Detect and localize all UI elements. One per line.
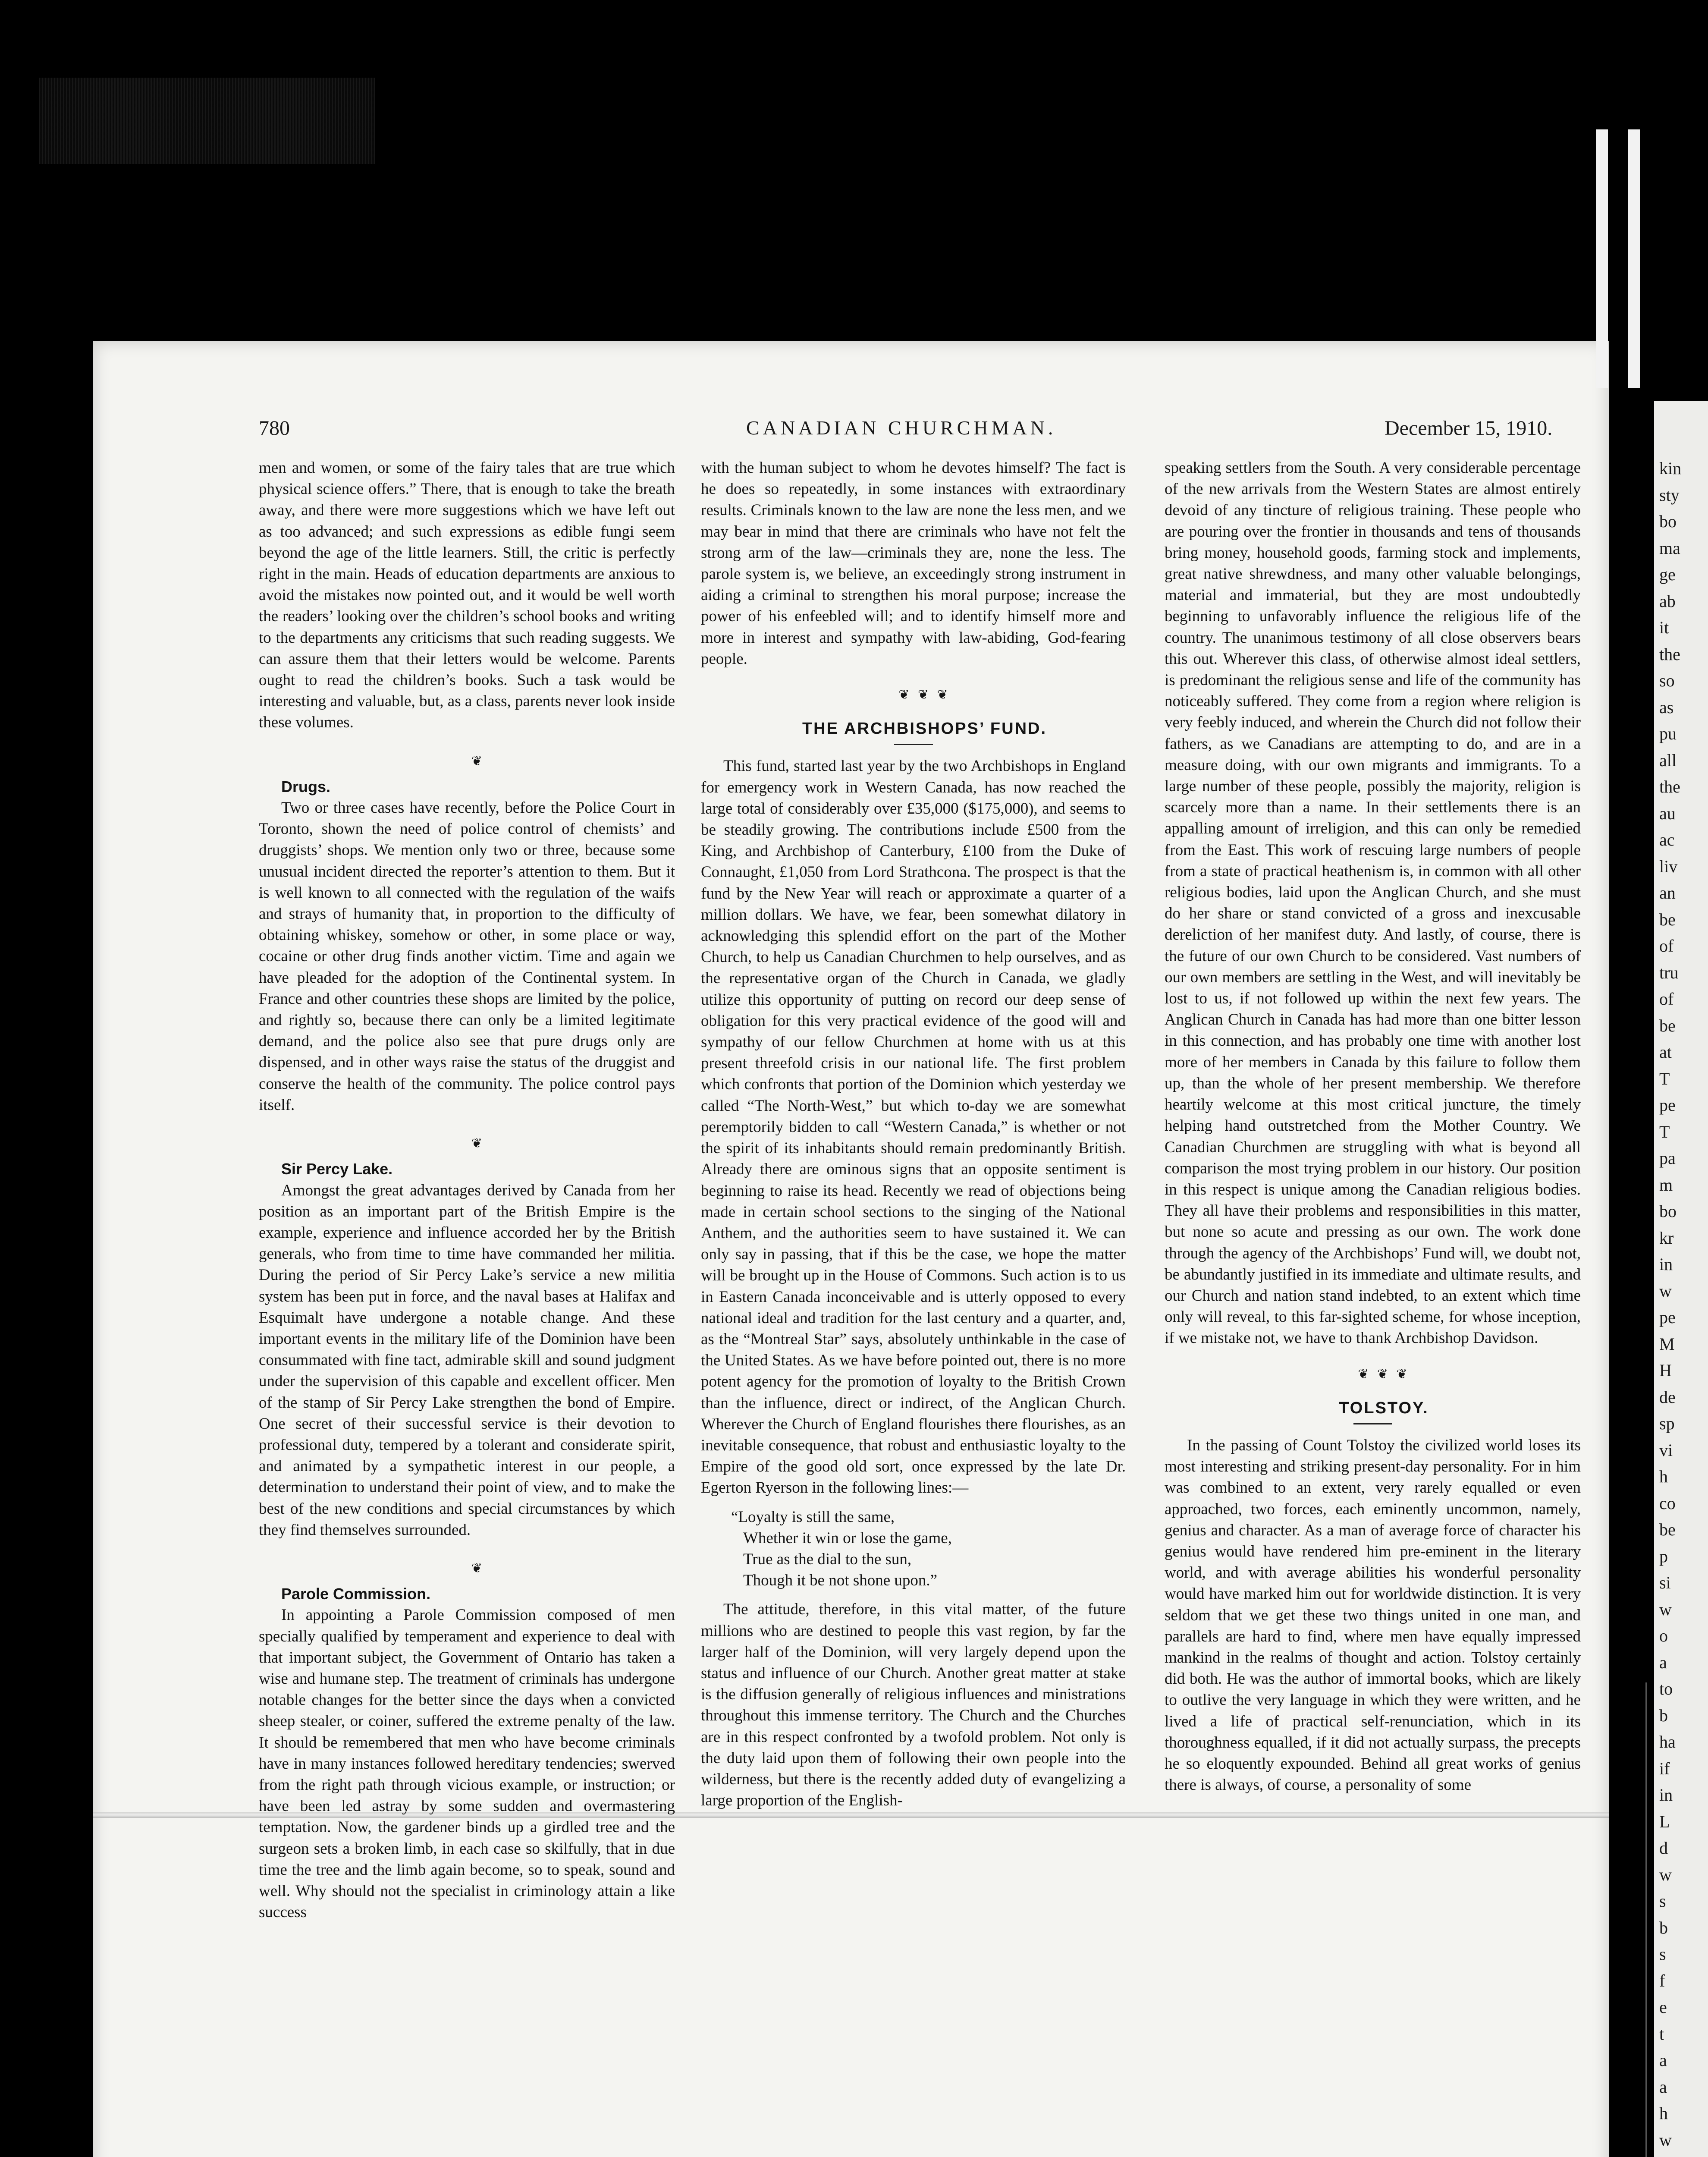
adjacent-page-fragment-line: s — [1659, 1944, 1666, 1964]
adjacent-page-fragment-line: H — [1659, 1361, 1672, 1380]
adjacent-page-fragment-line: m — [1659, 1175, 1673, 1195]
poem-line: True as the dial to the sun, — [743, 1550, 912, 1568]
adjacent-page-fragment-line: liv — [1659, 856, 1678, 876]
adjacent-page-fragment-line: w — [1659, 1281, 1672, 1301]
issue-date: December 15, 1910. — [1385, 417, 1553, 440]
adjacent-page-fragment-line: to — [1659, 1679, 1673, 1698]
adjacent-page-fragment-line: so — [1659, 671, 1675, 690]
adjacent-page-fragment-line: o — [1659, 1626, 1668, 1645]
ornament-triple: ❦ ❦ ❦ — [898, 688, 951, 702]
scan-edge-strip — [1596, 129, 1608, 388]
adjacent-page-fragment-line: the — [1659, 777, 1680, 796]
adjacent-page-fragment-line: ge — [1659, 565, 1676, 584]
ornament: ❦ — [471, 1561, 485, 1575]
archbishops-fund-heading: THE ARCHBISHOPS’ FUND. — [802, 720, 1047, 738]
adjacent-page-fragment-line: sty — [1659, 485, 1680, 505]
adjacent-page-fragment-line: sp — [1659, 1414, 1675, 1433]
page-header — [259, 416, 1617, 446]
adjacent-page-fragment-line: b — [1659, 1705, 1668, 1725]
page-number: 780 — [259, 417, 290, 440]
adjacent-page-fragment-line: at — [1659, 1042, 1672, 1062]
poem-line: Whether it win or lose the game, — [743, 1529, 952, 1547]
adjacent-page-fragment-line: kr — [1659, 1228, 1674, 1248]
adjacent-page-fragment-line: all — [1659, 750, 1677, 770]
continued-paragraph: men and women, or some of the fairy tales that are true which physical science offers.” There, that is enough to take the breath away, and there were more suggestions which we have left out as too advanced; and such expressions as edible fungi seem beyond the age of the little learners. Still, the critic is perfectly right in the main. Heads of education departments are anxious to avoid the mistakes now pointed out, and it would be well worth the readers’ looking over the children’s school books and writing to the departments any criticisms that such reading suggests. We can assure them that their letters would be welcome. Parents ought to read the children’s books. Such a task would be interesting and valuable, but, as a class, parents never look inside these volumes. — [259, 459, 675, 732]
adjacent-page-fragment-line: T — [1659, 1122, 1670, 1141]
archbishops-fund-paragraph: This fund, started last year by the two Archbishops in England for emergency work in Western Canada, has now reached the large total of considerably over £35,000 ($175,000), and seems to be steadily growing. The contributions include £500 from the King, and Archbishop of Canterbury, £100 from the Duke of Connaught, £1,050 from Lord Strathcona. The prospect is that the fund by the New Year will reach or approximate a quarter of a million dollars. We have, we fear, been somewhat dilatory in acknowledging this splendid effort on the part of the Mother Church, to help us Canadian Churchmen to help ourselves, and as the representative organ of the Church in Canada, we gladly utilize this opportunity of putting on record our deep sense of obligation for this very practical evidence of the good will and sympathy of our fellow Churchmen at home with us at this present threefold crisis in our national life. The first problem which confronts that portion of the Dominion which yesterday we called “The North-West,” but which to-day we are somewhat peremptorily bidden to call “Western Canada,” is whether or not the spirit of its inhabitants should remain predominantly British. Already there are ominous signs that an opposite sentiment is beginning to raise its head. Recently we read of objections being made in certain school sections to the singing of the National Anthem, and the authorities seem to have sustained it. We can only say in passing, that if this be the case, we hope the matter will be brought up in the House of Commons. Such action is to us in Eastern Canada inconceivable and is utterly opposed to every national ideal and tradition for the last century and a quarter, and, as the “Montreal Star” says, absolutely unthinkable in the case of the United States. As we have before pointed out, there is no more potent agency for the promotion of loyalty to the British Crown than the influence, direct or indirect, of the Anglican Church. Wherever the Church of England flourishes there flourishes, as an inevitable consequence, that robust and enthusiastic loyalty to the Empire of the good old sort, once expressed by the late Dr. Egerton Ryerson in the following lines:— — [701, 757, 1126, 1497]
scan-background-texture — [39, 78, 375, 164]
publication-title: CANADIAN CHURCHMAN. — [746, 417, 1057, 439]
adjacent-page-fragment-line: vi — [1659, 1440, 1673, 1460]
adjacent-page-fragment-line: a — [1659, 2050, 1667, 2070]
adjacent-page-fragment-line: pa — [1659, 1148, 1676, 1168]
adjacent-page-fragment-line: ha — [1659, 1732, 1676, 1751]
adjacent-page-fragment-line: h — [1659, 1467, 1668, 1486]
scan-edge-strip — [1628, 129, 1640, 388]
tolstoy-paragraph: In the passing of Count Tolstoy the civilized world loses its most interesting and striking present-day personality. For in him was combined to an extent, very rarely equalled or even approached, two forces, each eminently uncommon, namely, genius and character. As a man of average force of character his genius would have rendered him pre-eminent in the literary world, and with average abilities his wonderful personality would have marked him out for worldwide distinction. It is very seldom that we get these two things united in one man, and parallels are hard to find, where men have equally impressed mankind in the realms of thought and action. Tolstoy certainly did both. He was the author of immortal books, which are likely to outlive the very language in which they were written, and he lived a life of practical self-renunciation, which in its thoroughness equalled, if it did not actually surpass, the precepts he so eloquently expounded. Behind all great works of genius there is always, of course, a personality of some — [1165, 1436, 1581, 1794]
adjacent-page-fragment-line: if — [1659, 1758, 1670, 1778]
adjacent-page-fragment-line: L — [1659, 1811, 1670, 1831]
parole-commission-paragraph: In appointing a Parole Commission composed of men specially qualified by temperament and experience to deal with that important subject, the Government of Ontario has taken a wise and humane step. The treatment of criminals has undergone notable changes for the better since the days when a convicted sheep stealer, or coiner, suffered the extreme penalty of the law. It should be remembered that men who have become criminals have in many instances followed hereditary tendencies; swerved from the right path through vicious example, or instruction; or have been led astray by some sudden and overmastering temptation. Now, the gardener binds up a girdled tree and the surgeon sets a broken limb, in each case so skilfully, that in due time the tree and the limb again become, so to speak, sound and well. Why should not the specialist in criminology attain a like success — [259, 1606, 675, 1921]
adjacent-page-fragment-line: de — [1659, 1387, 1676, 1407]
ornament-triple: ❦ ❦ ❦ — [1358, 1367, 1410, 1381]
heading-rule — [894, 744, 933, 745]
tolstoy-heading: TOLSTOY. — [1339, 1399, 1429, 1417]
page-gutter-line — [1645, 1682, 1647, 2157]
adjacent-page-fragment-line: f — [1659, 1971, 1665, 1990]
adjacent-page-fragment-line: w — [1659, 2130, 1672, 2150]
adjacent-page-fragment-line — [1654, 2153, 1708, 2157]
ornament: ❦ — [471, 754, 485, 768]
column-1 — [259, 457, 675, 1923]
drugs-paragraph: Two or three cases have recently, before the Police Court in Toronto, shown the need of police control of chemists’ and druggists’ shops. We mention only two or three, because some unusual incident directed the reporter’s attention to them. But it is well known to all connected with the regulation of the waifs and strays of humanity that, in proportion to the difficulty of obtaining whiskey, somehow or other, in some place or way, cocaine or other drug finds another victim. Time and again we have pleaded for the adoption of the Continental system. In France and other countries these shops are limited by the police, and rightly so, because there can only be a limited legitimate demand, and the police also see that pure drugs only are dispensed, and in other ways raise the status of the druggist and conserve the health of the community. The police control pays itself. — [259, 799, 675, 1114]
adjacent-page-fragment-line: t — [1659, 2024, 1664, 2044]
adjacent-page-fragment-line: pu — [1659, 724, 1677, 743]
adjacent-page-fragment-line: w — [1659, 1599, 1672, 1619]
adjacent-page-fragment-line: in — [1659, 1785, 1673, 1805]
adjacent-page-fragment-line: pe — [1659, 1095, 1676, 1115]
heading-rule — [1353, 1423, 1392, 1424]
column-3 — [1165, 457, 1581, 1795]
adjacent-page-fragment-line: ab — [1659, 591, 1676, 611]
adjacent-page-text — [1654, 401, 1708, 2157]
adjacent-page-fragment-line: w — [1659, 1865, 1672, 1884]
adjacent-page-fragment-line: as — [1659, 697, 1674, 717]
adjacent-page-fragment-line: ac — [1659, 830, 1675, 849]
adjacent-page-fragment-line: the — [1659, 644, 1680, 664]
adjacent-page-fragment-line: bo — [1659, 512, 1677, 531]
adjacent-page-fragment-line: be — [1659, 909, 1676, 929]
ryerson-poem — [731, 1506, 1126, 1591]
continued-paragraph: speaking settlers from the South. A very considerable percentage of the new arrivals from the Western States are almost entirely devoid of any tincture of religious training. These people who are pouring over the frontier in thousands and tens of thousands bring money, household goods, farming stock and implements, great native shrewdness, and many other valuable belongings, material and immaterial, but they are most undoubtedly beginning to unfavorably influence the religious life of the country. The unanimous testimony of all close observers bears this out. Wherever this class, of otherwise almost ideal settlers, is predominant the religious sense and life of the community has noticeably suffered. They come from a region where religion is very feebly induced, and wherein the Church did not follow their fathers, as we Canadians are attempting to do, and are in a measure doing, with our own migrants and immigrants. To a large number of these people, possibly the majority, religion is scarcely more than a name. In their settlements there is an appalling amount of irreligion, and this can only be remedied from the East. This work of rescuing large numbers of people from a state of practical heathenism is, in common with all other religious bodies, laid upon the Anglican Church, and she must do her share or stand convicted of a gross and inexcusable dereliction of her manifest duty. And lastly, of course, there is the future of our own Church to be considered. Vast numbers of our own members are settling in the West, and will inevitably be lost to us, if not followed up within the next few years. The Anglican Church in Canada has had more than one bitter lesson in this connection, and has probably one time with another lost more of her members in Canada by this failure to follow them up, than the whole of her present membership. We therefore heartily welcome at this most critical juncture, the timely helping hand outstretched from the Mother Country. We Canadian Churchmen are struggling with what is beyond all comparison the most trying problem in our history. Our position in this respect is unique among the Canadian religious bodies. They all have their problems and responsibilities in this matter, but none so acute and pressing as our own. The work done through the agency of the Archbishops’ Fund will, we doubt not, be abundantly justified in its immediate and ultimate results, and our Church and nation stand indebted, to an extent which time only will reveal, to this far-sighted scheme, for whose inception, if we mistake not, we have to thank Archbishop Davidson. — [1165, 459, 1581, 1347]
adjacent-page-fragment-line: bo — [1659, 1201, 1677, 1221]
parole-commission-heading: Parole Commission. — [281, 1585, 431, 1603]
adjacent-page-fragment-line: d — [1659, 1838, 1668, 1858]
poem-line: “Loyalty is still the same, — [731, 1508, 895, 1526]
adjacent-page-fragment-line: co — [1659, 1493, 1676, 1513]
adjacent-page-fragment-line: tru — [1659, 962, 1679, 982]
column-2 — [701, 457, 1126, 1811]
poem-line: Though it be not shone upon.” — [743, 1572, 938, 1590]
adjacent-page-fragment-line: of — [1659, 989, 1674, 1009]
adjacent-page-fragment-line: of — [1659, 936, 1674, 956]
drugs-heading: Drugs. — [281, 777, 331, 796]
adjacent-page-fragment-line: au — [1659, 803, 1676, 823]
adjacent-page-fragment-line: s — [1659, 1891, 1666, 1911]
sir-percy-lake-heading: Sir Percy Lake. — [281, 1160, 393, 1178]
adjacent-page-fragment-line: in — [1659, 1255, 1673, 1274]
sir-percy-lake-paragraph: Amongst the great advantages derived by Canada from her position as an important part of the British Empire is the example, experience and influence accorded her by the British generals, who from time to time have commanded her militia. During the period of Sir Percy Lake’s service a new militia system has been put in force, and the naval bases at Halifax and Esquimalt have undergone a notable change. And these important events in the military life of the Dominion have been consummated with fine tact, admirable skill and sound judgment under the supervision of this capable and excellent officer. Men of the stamp of Sir Percy Lake strengthen the bond of Empire. One secret of their successful service is their devotion to professional duty, tempered by a tolerant and considerate spirit, and animated by a sympathetic interest in our people, a determination to understand their point of view, and to make the best of the new conditions and special circumstances by which they find themselves surrounded. — [259, 1181, 675, 1539]
adjacent-page-fragment-line: be — [1659, 1016, 1676, 1035]
archbishops-fund-paragraph-2: The attitude, therefore, in this vital matter, of the future millions who are destined to people this vast region, by far the larger half of the Dominion, will very largely depend upon the status and influence of our Church. Another great matter at stake is the diffusion generally of religious influences and ministrations throughout this immense territory. The Church and the Churches are in this respect confronted by a twofold problem. Not only is the duty laid upon them of following their own people into the wilderness, but there is the recently added duty of evangelizing a large proportion of the English- — [701, 1600, 1126, 1810]
adjacent-page-fragment-line: e — [1659, 1997, 1667, 2017]
adjacent-page-fragment-line: p — [1659, 1546, 1668, 1566]
continued-paragraph: with the human subject to whom he devotes himself? The fact is he does so repeatedly, in some instances with extraordinary results. Criminals known to the law are none the less men, and we may bear in mind that there are criminals who have not felt the strong arm of the law—criminals they are, none the less. The parole system is, we believe, an exceedingly strong instrument in aiding a criminal to strengthen his moral purpose; increase the power of his enfeebled will; and to identify himself more and more in interest and sympathy with law-abiding, God-fearing people. — [701, 459, 1126, 668]
adjacent-page-fragment — [1654, 401, 1708, 2157]
adjacent-page-fragment-line: T — [1659, 1069, 1670, 1088]
adjacent-page-fragment-line: si — [1659, 1573, 1671, 1592]
adjacent-page-fragment-line: be — [1659, 1520, 1676, 1539]
adjacent-page-fragment-line: M — [1659, 1334, 1675, 1354]
adjacent-page-fragment-line: h — [1659, 2104, 1668, 2123]
adjacent-page-fragment-line: it — [1659, 618, 1669, 637]
adjacent-page-fragment-line: an — [1659, 883, 1676, 902]
adjacent-page-fragment-line: a — [1659, 1652, 1667, 1672]
ornament: ❦ — [471, 1136, 485, 1151]
adjacent-page-fragment-line: b — [1659, 1918, 1668, 1937]
adjacent-page-fragment-line: kin — [1659, 459, 1682, 478]
adjacent-page-fragment-line: a — [1659, 2077, 1667, 2097]
adjacent-page-fragment-line: pe — [1659, 1308, 1676, 1327]
adjacent-page-fragment-line: ma — [1659, 538, 1680, 558]
